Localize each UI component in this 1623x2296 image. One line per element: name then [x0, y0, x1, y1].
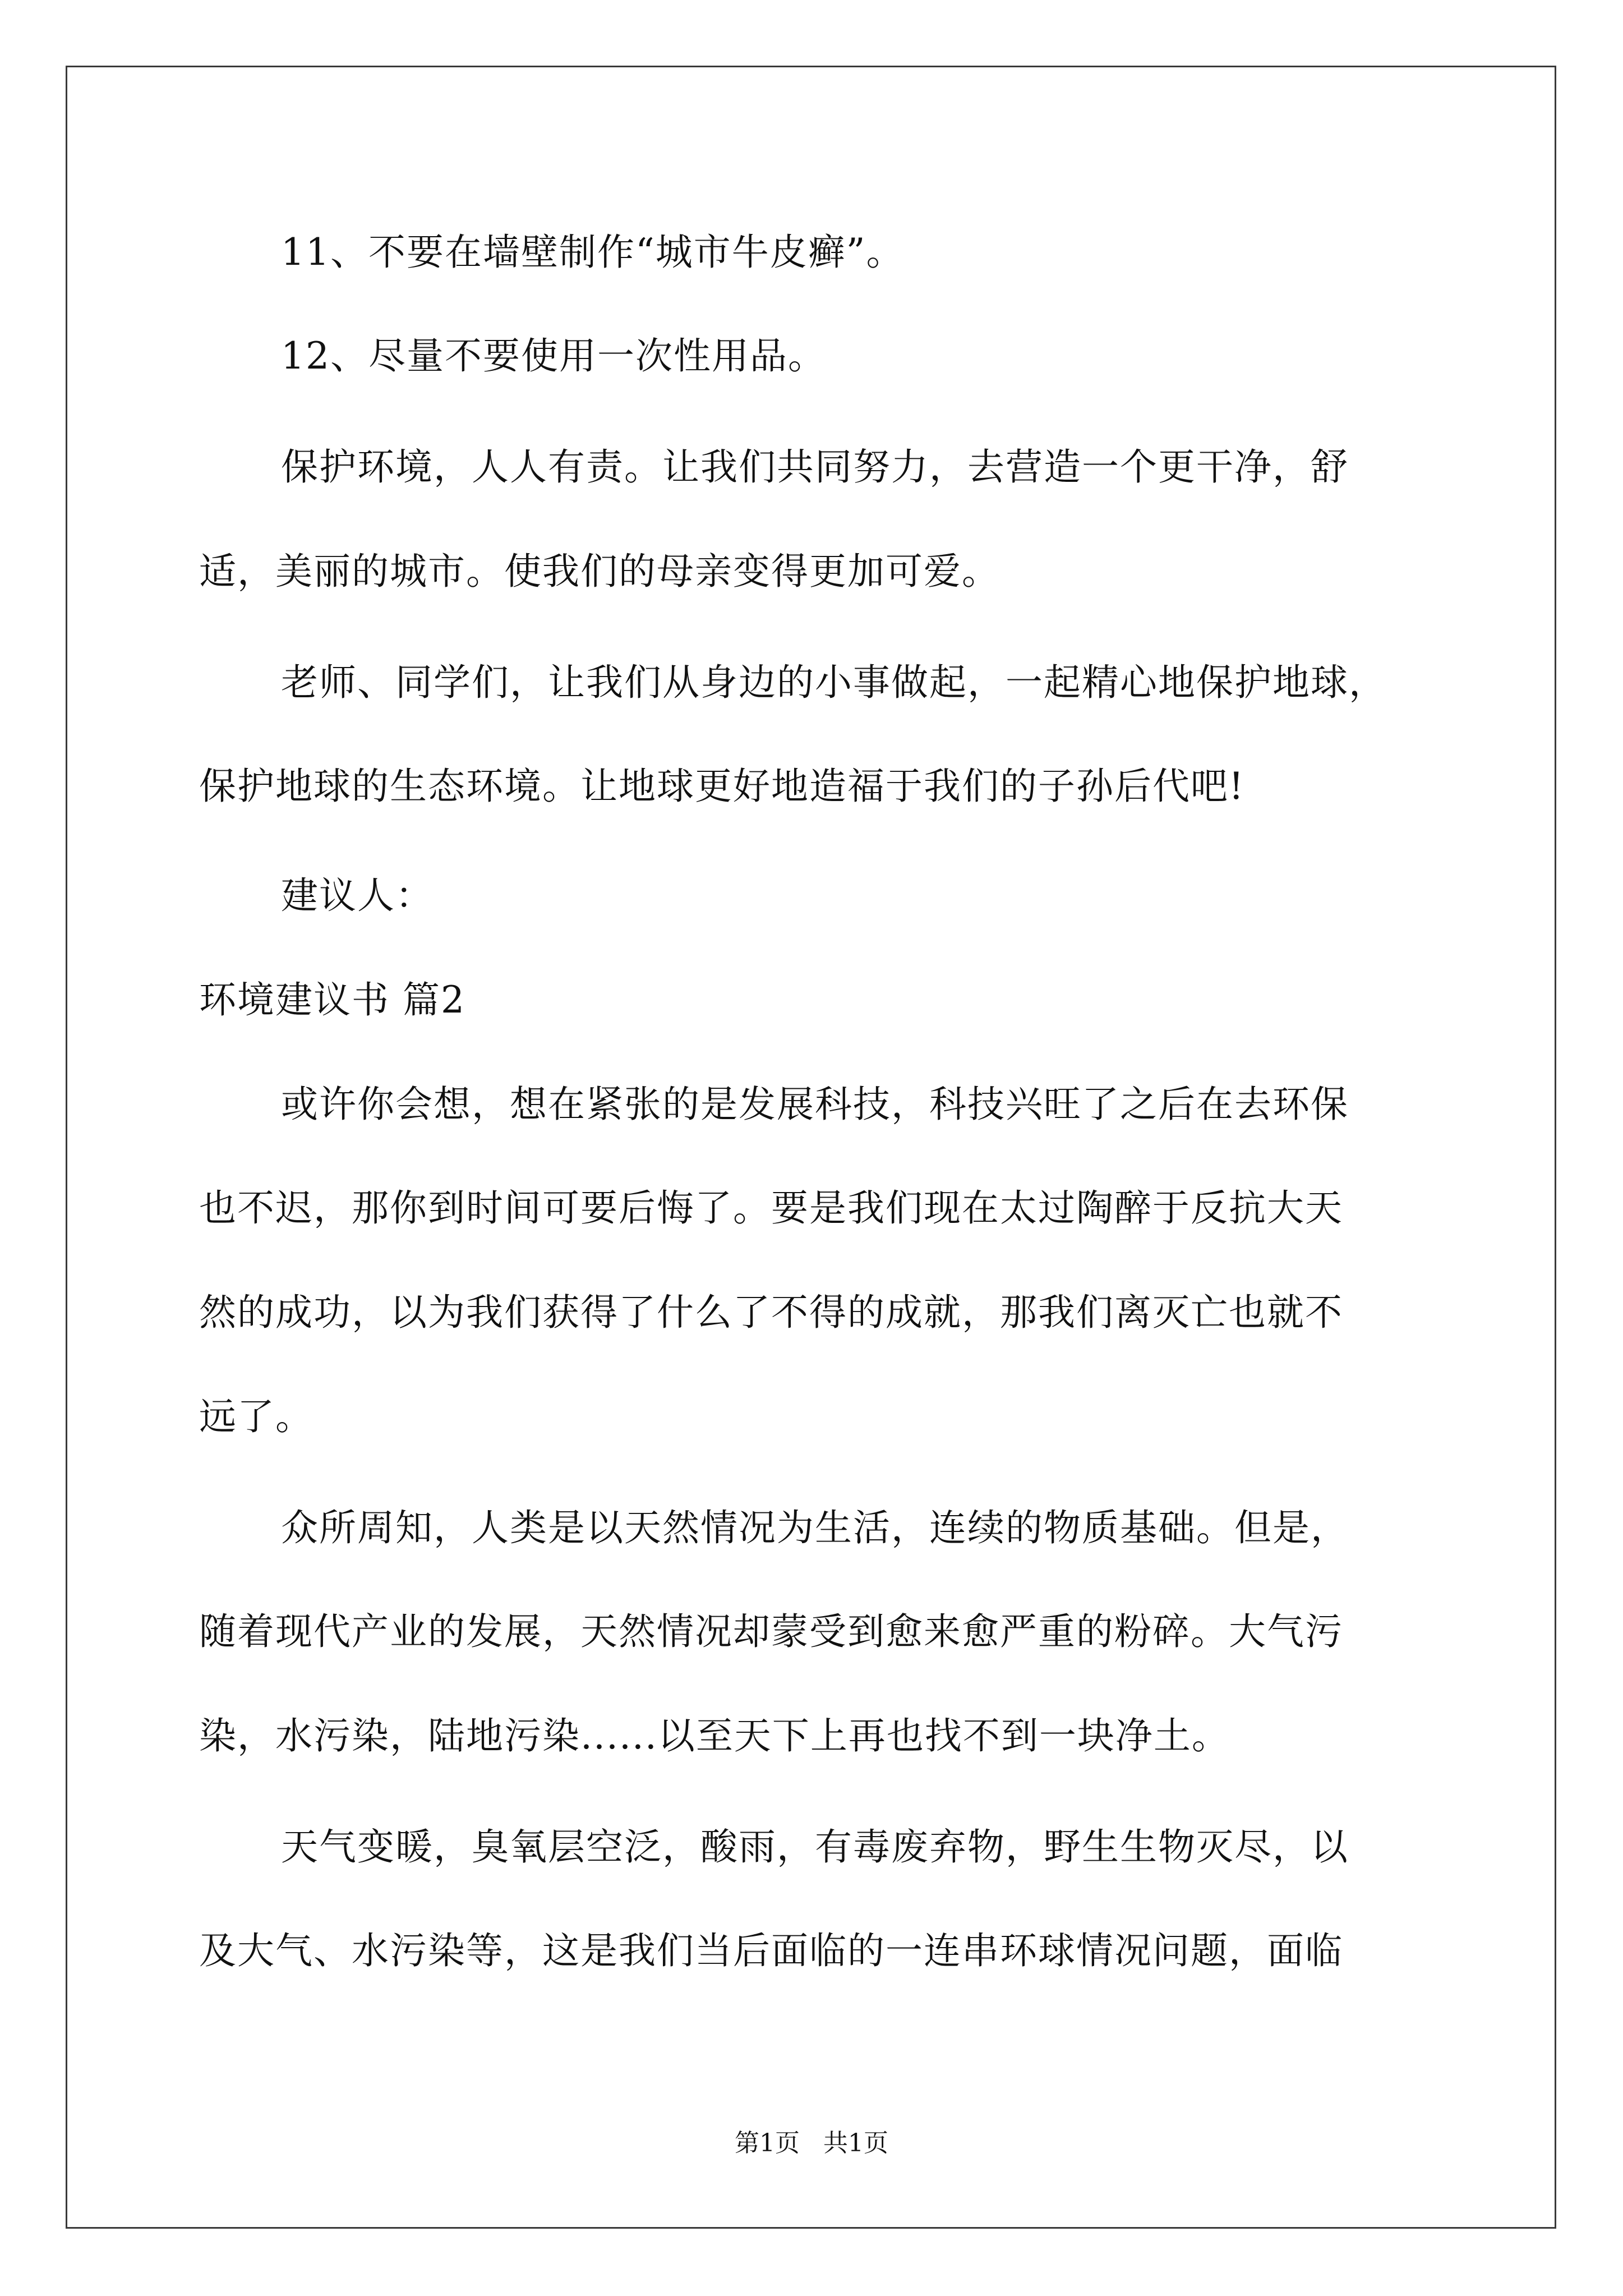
paragraph-line: 11、不要在墙壁制作“城市牛皮癣”。 [281, 231, 905, 274]
paragraph-line: 适，美丽的城市。使我们的母亲变得更加可爱。 [199, 550, 1000, 593]
paragraph-line: 老师、同学们，让我们从身边的小事做起，一起精心地保护地球， [281, 661, 1387, 704]
paragraph-line: 众所周知，人类是以天然情况为生活，连续的物质基础。但是， [281, 1506, 1349, 1549]
paragraph-line: 染，水污染，陆地污染......以至天下上再也找不到一块净土。 [199, 1714, 1230, 1757]
page-border [66, 66, 1556, 2229]
page-footer: 第1页 共1页 [735, 2129, 888, 2157]
paragraph-line: 保护地球的生态环境。让地球更好地造福于我们的子孙后代吧! [199, 765, 1245, 808]
paragraph-line: 天气变暖，臭氧层空泛，酸雨，有毒废弃物，野生生物灭尽，以 [281, 1825, 1349, 1869]
paragraph-line: 随着现代产业的发展，天然情况却蒙受到愈来愈严重的粉碎。大气污 [199, 1610, 1343, 1653]
paragraph-line: 及大气、水污染等，这是我们当后面临的一连串环球情况问题，面临 [199, 1929, 1343, 1972]
paragraph-line: 或许你会想，想在紧张的是发展科技，科技兴旺了之后在去环保 [281, 1083, 1349, 1126]
paragraph-line: 远了。 [199, 1395, 313, 1438]
paragraph-line: 保护环境，人人有责。让我们共同努力，去营造一个更干净，舒 [281, 445, 1349, 489]
paragraph-line: 然的成功，以为我们获得了什么了不得的成就，那我们离灭亡也就不 [199, 1291, 1343, 1334]
section-heading: 环境建议书 篇2 [199, 978, 465, 1022]
paragraph-line: 也不迟，那你到时间可要后悔了。要是我们现在太过陶醉于反抗大天 [199, 1186, 1343, 1230]
paragraph-line: 12、尽量不要使用一次性用品。 [281, 334, 826, 378]
paragraph-line: 建议人： [281, 874, 434, 917]
